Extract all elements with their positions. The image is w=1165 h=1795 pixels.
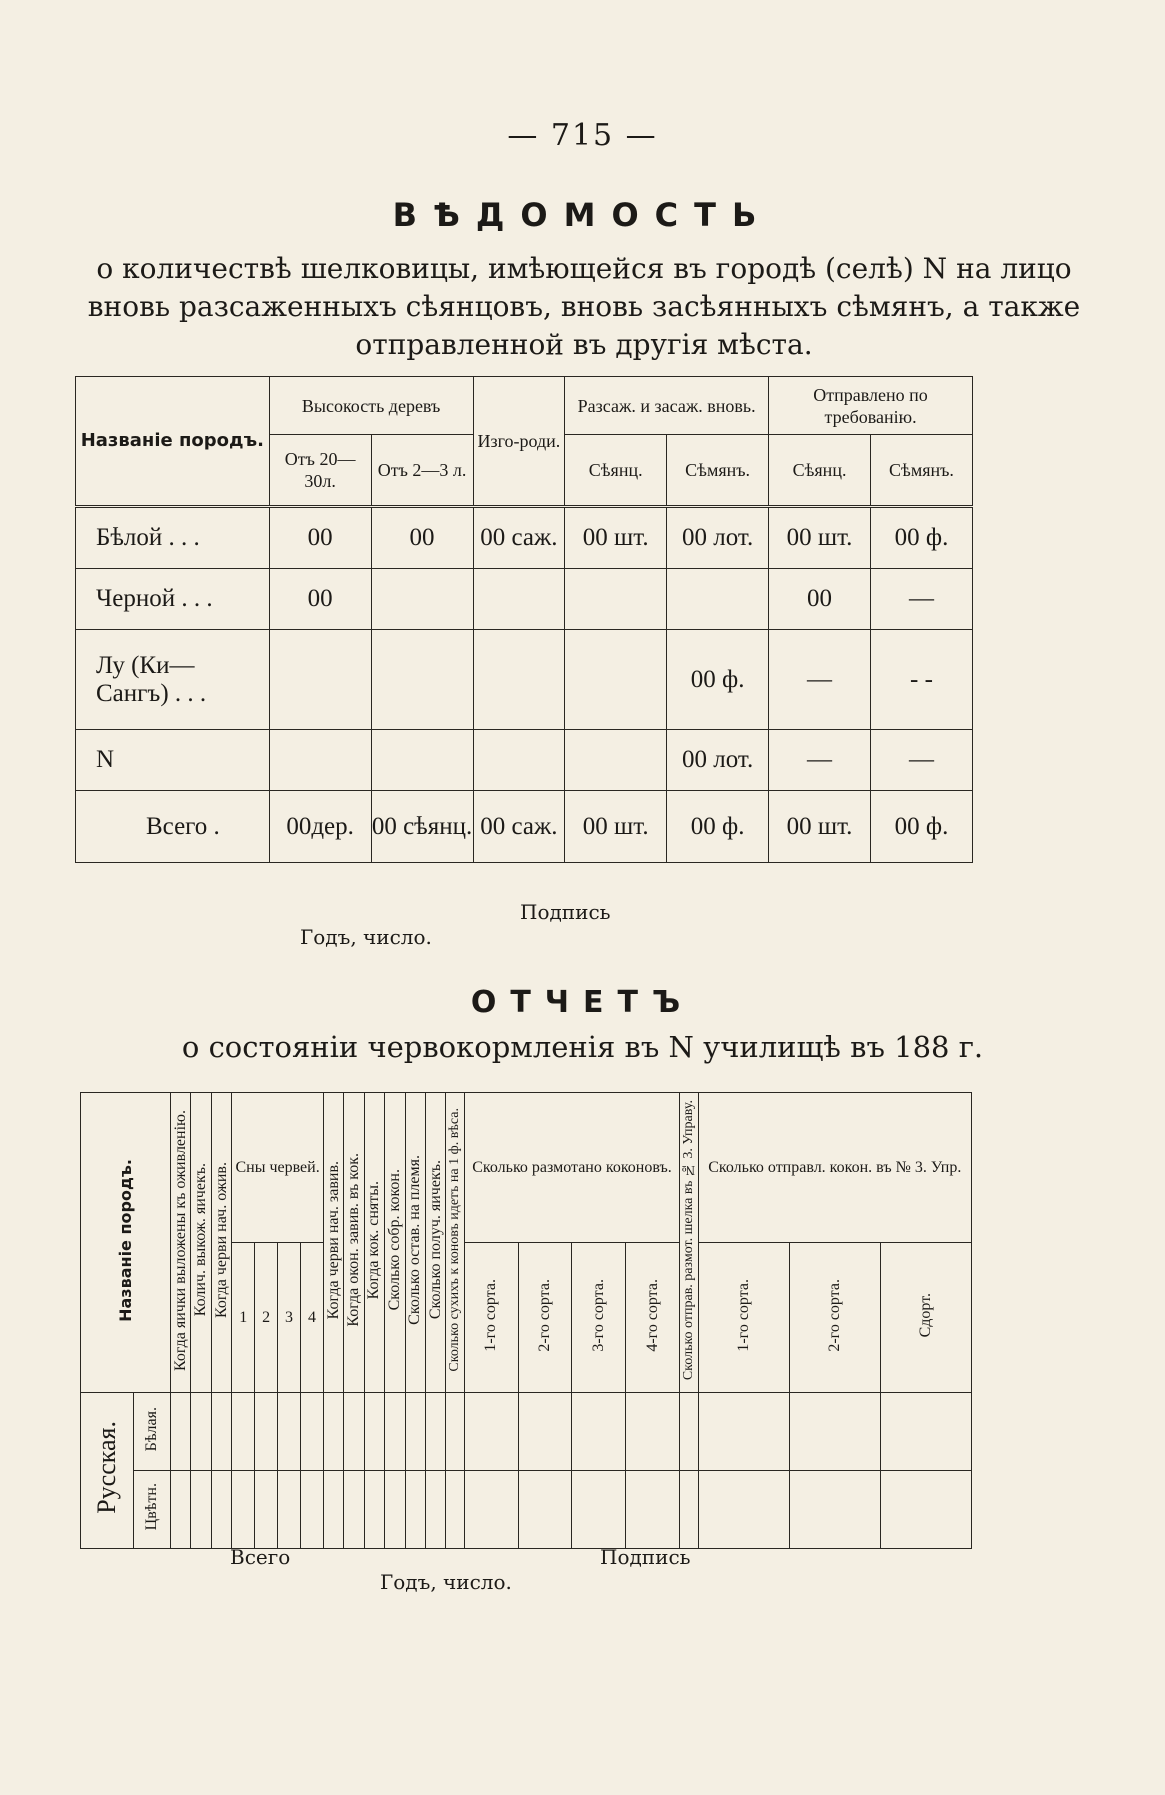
grade-2-header: 2-го сорта.: [536, 1278, 554, 1352]
statement-title: ВѢДОМОСТЬ: [392, 196, 773, 234]
cell: [171, 1393, 191, 1471]
cell: [364, 1471, 384, 1549]
cell: [473, 630, 565, 730]
cell: [385, 1471, 405, 1549]
row-label: Черной . . .: [76, 569, 270, 630]
cell: [426, 1393, 446, 1471]
cell: [880, 1393, 971, 1471]
cell: [698, 1393, 789, 1471]
cocoon-grade-1-header: 1-го сорта.: [734, 1278, 752, 1352]
sleep-2: 2: [255, 1243, 278, 1393]
total-label: Всего .: [76, 791, 270, 863]
cell: - -: [871, 630, 973, 730]
sent-seedlings-header: Сѣянц.: [769, 435, 871, 507]
worms-curl-header: Когда черви нач. завив.: [324, 1160, 342, 1320]
cell: [446, 1471, 464, 1549]
cell: 00 сѣянц.: [371, 791, 473, 863]
cell: [880, 1471, 971, 1549]
sleep-1: 1: [232, 1243, 255, 1393]
height-header: Высокость деревъ: [269, 377, 473, 435]
cell: [171, 1471, 191, 1549]
report-title: ОТЧЕТЪ: [470, 985, 695, 1020]
cell: [278, 1471, 301, 1549]
cell: [344, 1471, 364, 1549]
sleep-3: 3: [278, 1243, 301, 1393]
cell: 00: [371, 507, 473, 569]
cell: [446, 1393, 464, 1471]
cell: 00 ф.: [667, 630, 769, 730]
cell: 00 шт.: [769, 791, 871, 863]
planted-seeds-header: Сѣмянъ.: [667, 435, 769, 507]
cell: [323, 1393, 343, 1471]
cell: [300, 1393, 323, 1471]
removed-header: Когда кок. сняты.: [365, 1180, 383, 1300]
cell: [405, 1393, 425, 1471]
cell: 00 саж.: [473, 791, 565, 863]
page-number: — 715 —: [507, 118, 658, 153]
sent-header: Отправлено по требованію.: [769, 377, 973, 435]
grade-1-header: 1-го сорта.: [482, 1278, 500, 1352]
cell: [464, 1471, 518, 1549]
cell: [426, 1471, 446, 1549]
cell: —: [871, 730, 973, 791]
row-label: Бѣлой . . .: [76, 507, 270, 569]
report-signature: Подпись: [600, 1545, 691, 1569]
table-row: [76, 630, 973, 730]
table-row: [81, 1393, 972, 1471]
cell: [405, 1471, 425, 1549]
cell: [667, 569, 769, 630]
cell: [269, 730, 371, 791]
cell: 00: [769, 569, 871, 630]
cell: 00 ф.: [871, 507, 973, 569]
cell: [789, 1393, 880, 1471]
cell: [385, 1393, 405, 1471]
cell: [473, 569, 565, 630]
cell: [371, 569, 473, 630]
dried-header: Сколько сухихъ к коновъ идетъ на 1 ф. вѣса.: [447, 1108, 463, 1372]
cell: [344, 1393, 364, 1471]
cell: [680, 1393, 698, 1471]
cell: 00дер.: [269, 791, 371, 863]
row-colored: Цвѣтн.: [143, 1483, 160, 1531]
height-20-30-header: Отъ 20—30л.: [269, 435, 371, 507]
grade-4-header: 4-го сорта.: [643, 1278, 661, 1352]
cell: 00 лот.: [667, 507, 769, 569]
table-row: [81, 1471, 972, 1549]
cell: 00 ф.: [667, 791, 769, 863]
cell: 00: [269, 507, 371, 569]
table-row: [76, 730, 973, 791]
cell: [565, 630, 667, 730]
grade-3-header: 3-го сорта.: [589, 1278, 607, 1352]
cell: [518, 1471, 572, 1549]
cell: [323, 1471, 343, 1549]
statement-subtitle: о количествѣ шелковицы, имѣющейся въ городѣ (селѣ) N на лицо вновь разсаженныхъ сѣянцовъ, вновь засѣянныхъ сѣмянъ, а также отправленной въ другія мѣста.: [87, 252, 1081, 361]
obtained-header: Сколько получ. яичекъ.: [426, 1160, 444, 1320]
cell: [565, 569, 667, 630]
report-date: Годъ, число.: [380, 1570, 512, 1594]
cell: —: [769, 730, 871, 791]
row-label: Лу (Ки— Сангъ) . . .: [76, 630, 270, 730]
cell: [518, 1393, 572, 1471]
cell: [371, 730, 473, 791]
height-2-3-header: Отъ 2—3 л.: [371, 435, 473, 507]
cocoon-grade-3-header: Сдорт.: [916, 1292, 934, 1338]
cell: [473, 730, 565, 791]
finished-header: Когда окон. завив. въ кок.: [345, 1153, 363, 1327]
cell: [211, 1393, 231, 1471]
planted-header: Разсаж. и засаж. вновь.: [565, 377, 769, 435]
cell: [572, 1393, 626, 1471]
statement-table: [75, 376, 973, 863]
cell: [300, 1471, 323, 1549]
cell: [464, 1393, 518, 1471]
report-table: [80, 1092, 972, 1549]
sleeps-header: Сны червей.: [232, 1093, 324, 1243]
cell: [232, 1471, 255, 1549]
cell: [255, 1471, 278, 1549]
cell: [191, 1471, 211, 1549]
cell: [364, 1393, 384, 1471]
row-label: N: [76, 730, 270, 791]
qty-eggs-header: Колич. выкож. яичекъ.: [192, 1163, 210, 1317]
statement-signature: Подпись: [520, 900, 611, 924]
cell: [255, 1393, 278, 1471]
cell: [626, 1393, 680, 1471]
cell: [626, 1471, 680, 1549]
worms-alive-header: Когда черви нач. ожив.: [212, 1162, 230, 1318]
hedges-header: Изго-роди.: [473, 377, 565, 507]
cell: 00 шт.: [769, 507, 871, 569]
cell: 00 шт.: [565, 507, 667, 569]
collected-header: Сколько собр. кокон.: [385, 1169, 403, 1311]
cell: 00 лот.: [667, 730, 769, 791]
report-subtitle: о состояніи червокормленія въ N училищѣ въ 188 г.: [181, 1030, 984, 1064]
cell: 00 шт.: [565, 791, 667, 863]
cocoon-grade-2-header: 2-го сорта.: [825, 1278, 843, 1352]
cell: [269, 630, 371, 730]
eggs-laid-header: Когда яички выложены къ оживленію.: [171, 1109, 189, 1371]
cell: 00 ф.: [871, 791, 973, 863]
planted-seedlings-header: Сѣянц.: [565, 435, 667, 507]
group-russian: Русская.: [92, 1420, 121, 1514]
cell: [789, 1471, 880, 1549]
table-row: [76, 507, 973, 569]
left-breed-header: Сколько остав. на племя.: [406, 1155, 424, 1325]
cell: [698, 1471, 789, 1549]
cocoons-sent-header: Сколько отправл. кокон. въ № 3. Упр.: [698, 1093, 971, 1243]
cell: [565, 730, 667, 791]
report-breed-header: Названіе породъ.: [116, 1159, 135, 1322]
cell: —: [871, 569, 973, 630]
cell: [211, 1471, 231, 1549]
cell: [371, 630, 473, 730]
statement-date: Годъ, число.: [300, 925, 432, 949]
sleep-4: 4: [300, 1243, 323, 1393]
report-total: Всего: [230, 1545, 291, 1569]
cell: 00 саж.: [473, 507, 565, 569]
cell: —: [769, 630, 871, 730]
cell: [278, 1393, 301, 1471]
cell: [191, 1393, 211, 1471]
cell: [680, 1471, 698, 1549]
silk-sent-header: Сколько отправ. размот. шелка въ № 3. Управу.: [680, 1099, 696, 1381]
breed-header: Названіе породъ.: [76, 377, 270, 507]
cell: [232, 1393, 255, 1471]
cell: 00: [269, 569, 371, 630]
row-white: Бѣлая.: [143, 1406, 160, 1452]
sent-seeds-header: Сѣмянъ.: [871, 435, 973, 507]
cell: [572, 1471, 626, 1549]
total-row: [76, 791, 973, 863]
unwound-header: Сколько размотано коконовъ.: [464, 1093, 680, 1243]
table-row: [76, 569, 973, 630]
